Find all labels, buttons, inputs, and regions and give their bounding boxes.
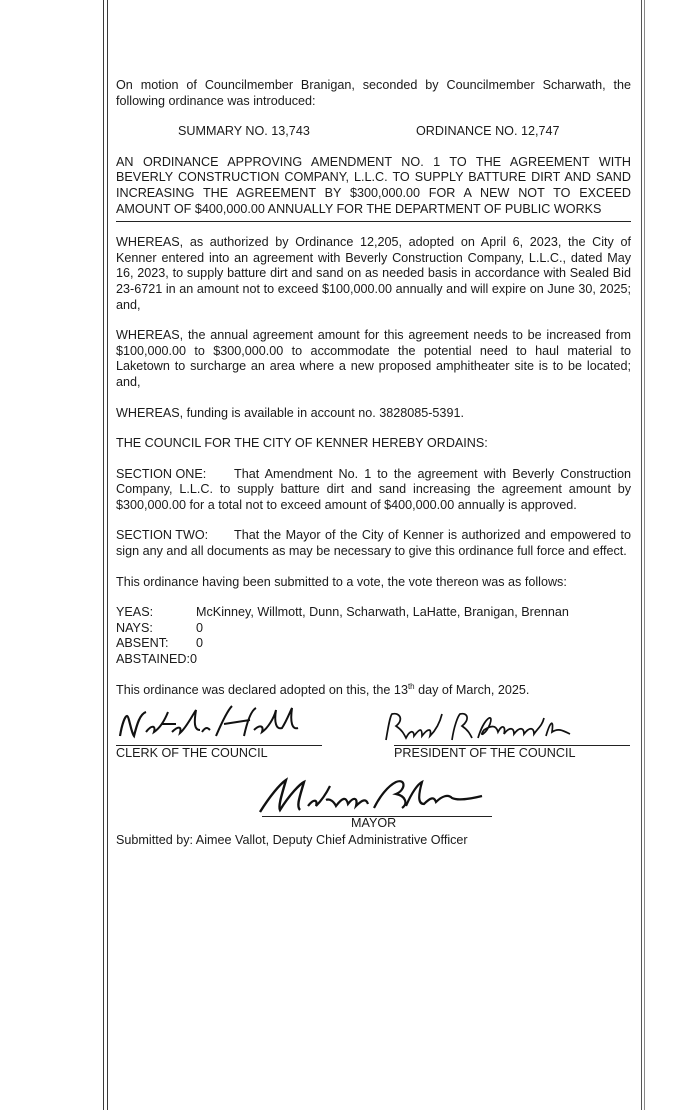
whereas-clause: WHEREAS, as authorized by Ordinance 12,205, adopted on April 6, 2023, the City of Kenner entered into an agreement with Beverly Construction Company, L.L.C., dated May 16, 2023, to supply batture dirt and sand on as needed basis in accordance with Sealed Bid 23-6721 in an amount not to exceed $100,000.00 annually and will expire on June 30, 2025; and, <box>116 235 631 312</box>
signature-block <box>116 698 631 833</box>
abstained-label: ABSTAINED: <box>116 652 190 667</box>
right-margin-rule <box>641 0 642 1110</box>
section-two <box>116 528 631 559</box>
whereas-clause: WHEREAS, the annual agreement amount for this agreement needs to be increased from $100,000.00 to $300,000.00 to accommodate the potential need to haul material to Laketown to surcharge an area where a new proposed amphitheater site is to be located; and, <box>116 328 631 389</box>
mayor-signature <box>256 776 496 820</box>
left-margin-rule-inner <box>107 0 108 1110</box>
vote-row-absent <box>116 636 631 652</box>
mayor-caption: MAYOR <box>351 816 397 831</box>
title-divider <box>116 221 631 222</box>
adoption-ordinal: th <box>407 681 415 691</box>
submitted-by: Submitted by: Aimee Vallot, Deputy Chief Administrative Officer <box>116 833 468 848</box>
whereas-clause: WHEREAS, funding is available in account no. 3828085-5391. <box>116 405 464 420</box>
ordains-statement: THE COUNCIL FOR THE CITY OF KENNER HEREBY ORDAINS: <box>116 436 488 451</box>
adoption-text: This ordinance was declared adopted on this, the 13 <box>116 682 408 697</box>
yeas-label: YEAS: <box>116 605 154 620</box>
vote-row-yeas <box>116 605 631 621</box>
vote-row-abstained <box>116 652 631 668</box>
summary-number: SUMMARY NO. 13,743 <box>178 124 310 139</box>
clerk-caption: CLERK OF THE COUNCIL <box>116 746 268 761</box>
left-margin-rule <box>103 0 104 1110</box>
vote-tally <box>116 605 631 667</box>
president-signature <box>374 708 574 748</box>
nays-value: 0 <box>196 620 204 635</box>
section-two-label: SECTION TWO: <box>116 528 209 543</box>
yeas-value: McKinney, Willmott, Dunn, Scharwath, LaHatte, Branigan, Brennan <box>196 605 569 620</box>
adoption-date: day of March, 2025. <box>414 682 530 697</box>
absent-value: 0 <box>196 636 204 651</box>
president-caption: PRESIDENT OF THE COUNCIL <box>394 746 576 761</box>
right-margin-rule-outer <box>644 0 645 1110</box>
motion-intro: On motion of Councilmember Branigan, seconded by Councilmember Scharwath, the following ordinance was introduced: <box>116 78 631 108</box>
section-one-text: That Amendment No. 1 to the agreement with Beverly Construction Company, L.L.C. to supply batture dirt and sand increasing the agreement amount by $300,000.00 for a total not to exceed amount of $400,000.00 annually is approved. <box>116 466 631 512</box>
vote-row-nays <box>116 621 631 637</box>
section-one <box>116 467 631 514</box>
nays-label: NAYS: <box>116 620 153 635</box>
vote-intro: This ordinance having been submitted to a vote, the vote thereon was as follows: <box>116 574 567 589</box>
document-numbers <box>116 124 631 140</box>
adoption-statement <box>116 683 631 699</box>
section-one-label: SECTION ONE: <box>116 466 207 481</box>
clerk-signature <box>116 702 306 748</box>
absent-label: ABSENT: <box>116 636 169 651</box>
section-two-text: That the Mayor of the City of Kenner is authorized and empowered to sign any and all documents as may be necessary to give this ordinance full force and effect. <box>116 528 631 559</box>
abstained-value: 0 <box>189 652 197 667</box>
ordinance-number: ORDINANCE NO. 12,747 <box>416 124 560 139</box>
ordinance-title: AN ORDINANCE APPROVING AMENDMENT NO. 1 TO THE AGREEMENT WITH BEVERLY CONSTRUCTION COMPANY, L.L.C. TO SUPPLY BATTURE DIRT AND SAND INCREASING THE AGREEMENT BY $300,000.00 FOR A NEW NOT TO EXCEED AMOUNT OF $400,000.00 ANNUALLY FOR THE DEPARTMENT OF PUBLIC WORKS <box>116 154 631 216</box>
ordinance-document <box>116 78 631 849</box>
